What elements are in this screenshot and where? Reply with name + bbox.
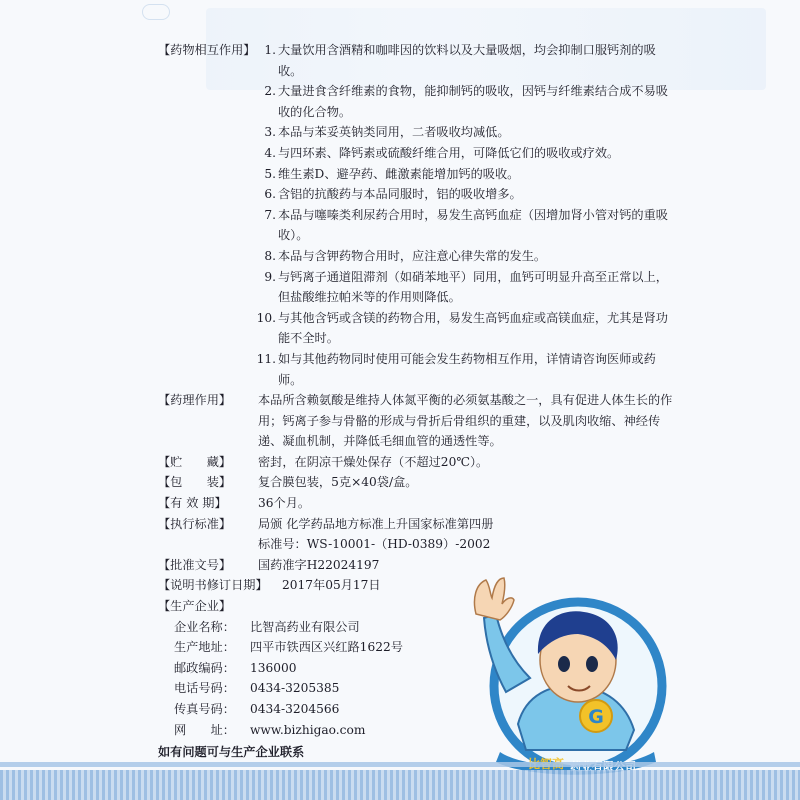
list-item: 11. 如与其他药物同时使用可能会发生药物相互作用，详情请咨询医师或药师。	[256, 351, 656, 387]
list-item: 1. 大量饮用含酒精和咖啡因的饮料以及大量吸烟，均会抑制口服钙剂的吸收。	[264, 43, 656, 78]
section-approval	[158, 555, 678, 576]
section-pharmacology	[158, 390, 678, 452]
validity-text: 36个月。	[258, 496, 311, 511]
section-standard	[158, 514, 678, 555]
eye-icon	[558, 656, 570, 672]
section-validity	[158, 493, 678, 514]
interactions-list	[258, 40, 678, 390]
eye-icon	[586, 656, 598, 672]
list-item: 6. 含铝的抗酸药与本品同服时，铝的吸收增多。	[264, 187, 522, 202]
pharmacology-text: 本品所含赖氨酸是维持人体氮平衡的必须氨基酸之一，具有促进人体生长的作用；钙离子参与骨骼的形成与骨折后骨组织的重建，以及肌肉收缩、神经传递、凝血机制，并降低毛细血管的通透性等。	[258, 393, 673, 449]
interactions-label: 【药物相互作用】	[158, 43, 256, 57]
list-item: 8. 本品与含钾药物合用时，应注意心律失常的发生。	[264, 248, 547, 263]
section-interactions	[158, 40, 678, 390]
standard-label: 【执行标准】	[158, 516, 232, 531]
faint-top-logo	[142, 4, 170, 20]
manufacturer-label: 【生产企业】	[158, 599, 232, 614]
manufacturer-row: 生产地址： 四平市铁西区兴红路1622号	[174, 640, 403, 655]
standard-line-1: 局颁 化学药品地方标准上升国家标准第四册	[258, 516, 494, 531]
section-package	[158, 472, 678, 493]
list-item: 4. 与四环素、降钙素或硫酸纤维合用，可降低它们的吸收或疗效。	[264, 145, 620, 160]
storage-text: 密封，在阴凉干燥处保存（不超过20℃）。	[258, 454, 489, 469]
contact-note: 如有问题可与生产企业联系	[158, 745, 305, 760]
approval-label: 【批准文号】	[158, 557, 232, 572]
company-mascot-logo	[466, 574, 676, 780]
list-item: 7. 本品与噻嗪类利尿药合用时，易发生高钙血症（因增加肾小管对钙的重吸收）。	[264, 207, 668, 243]
package-label: 【包 装】	[158, 475, 232, 490]
package-text: 复合膜包装，5克×40袋/盒。	[258, 475, 418, 490]
list-item: 9. 与钙离子通道阻滞剂（如硝苯地平）同用，血钙可明显升高至正常以上，但盐酸维拉帕米等的作用则降低。	[264, 269, 668, 305]
manufacturer-row: 传真号码： 0434-3204566	[174, 702, 340, 716]
manufacturer-row: 企业名称： 比智高药业有限公司	[174, 619, 360, 634]
manufacturer-row: 网 址： www.bizhigao.com	[174, 722, 366, 737]
list-item: 3. 本品与苯妥英钠类同用，二者吸收均减低。	[264, 125, 510, 140]
standard-text	[258, 514, 678, 555]
revision-text: 2017年05月17日	[282, 578, 381, 593]
badge-letter: G	[588, 706, 604, 728]
approval-text: 国药准字H22024197	[258, 557, 380, 572]
hand-icon	[474, 578, 514, 620]
storage-label: 【贮 藏】	[158, 454, 232, 469]
validity-label: 【有 效 期】	[158, 496, 227, 511]
manufacturer-row: 电话号码： 0434-3205385	[174, 681, 340, 696]
manufacturer-row: 邮政编码： 136000	[174, 660, 297, 675]
pharmacology-label: 【药理作用】	[158, 393, 232, 408]
list-item: 5. 维生素D、避孕药、雌激素能增加钙的吸收。	[264, 166, 520, 181]
bottom-decorative-band	[0, 770, 800, 800]
section-storage	[158, 452, 678, 473]
revision-label: 【说明书修订日期】	[158, 578, 268, 593]
list-item: 2. 大量进食含纤维素的食物，能抑制钙的吸收，因钙与纤维素结合成不易吸收的化合物。	[264, 84, 668, 119]
list-item: 10. 与其他含钙或含镁的药物合用，易发生高钙血症或高镁血症，尤其是肾功能不全时。	[256, 310, 668, 346]
standard-line-2: 标准号：WS-10001-（HD-0389）-2002	[258, 537, 491, 552]
